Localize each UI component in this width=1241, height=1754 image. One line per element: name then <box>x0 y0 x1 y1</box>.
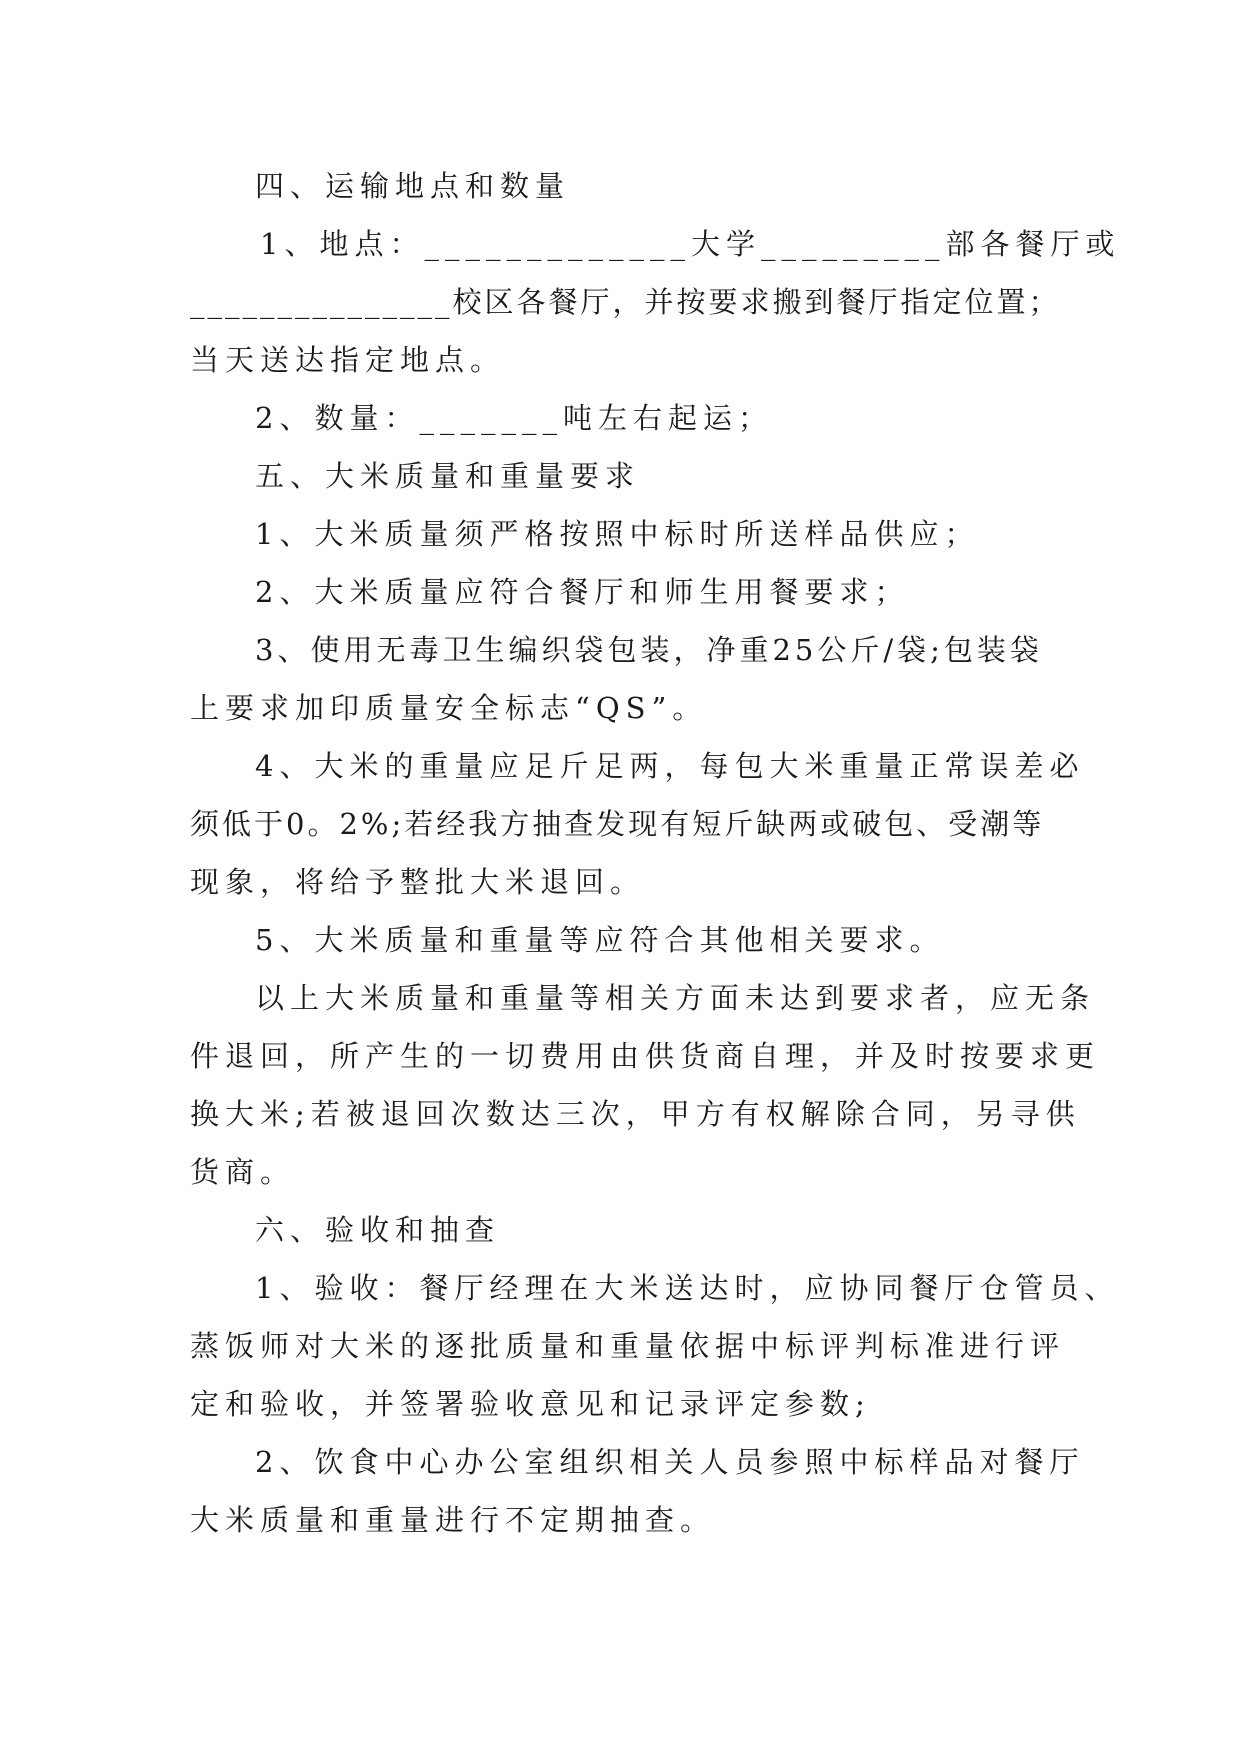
paragraph-line: 货商。 <box>190 1155 296 1189</box>
paragraph-line: 上要求加印质量安全标志“QS”。 <box>190 691 708 725</box>
section-heading-4: 四、运输地点和数量 <box>255 169 571 203</box>
paragraph-line: 换大米;若被退回次数达三次，甲方有权解除合同，另寻供 <box>190 1097 1081 1131</box>
paragraph-line: 定和验收，并签署验收意见和记录评定参数; <box>190 1387 871 1421</box>
paragraph-line: 以上大米质量和重量等相关方面未达到要求者，应无条 <box>255 981 1096 1015</box>
paragraph-line: 须低于0。2%;若经我方抽查发现有短斤缺两或破包、受潮等 <box>190 807 1045 841</box>
paragraph-line: 5、大米质量和重量等应符合其他相关要求。 <box>255 923 945 957</box>
section-heading-6: 六、验收和抽查 <box>255 1213 501 1247</box>
paragraph-line: 件退回，所产生的一切费用由供货商自理，并及时按要求更 <box>190 1039 1101 1073</box>
paragraph-line: 2、数量：_______吨左右起运； <box>255 401 773 435</box>
paragraph-line: 当天送达指定地点。 <box>190 343 506 377</box>
paragraph-line: 大米质量和重量进行不定期抽查。 <box>190 1503 716 1537</box>
paragraph-line: 现象，将给予整批大米退回。 <box>190 865 646 899</box>
paragraph-line: 1、大米质量须严格按照中标时所送样品供应； <box>255 517 980 551</box>
paragraph-line: 蒸饭师对大米的逐批质量和重量依据中标评判标准进行评 <box>190 1329 1066 1363</box>
section-heading-5: 五、大米质量和重量要求 <box>255 459 641 493</box>
paragraph-line: 1、地点：_____________大学_________部各餐厅或 <box>260 227 1121 261</box>
paragraph-line: 2、饮食中心办公室组织相关人员参照中标样品对餐厅 <box>255 1445 1085 1479</box>
paragraph-line: 2、大米质量应符合餐厅和师生用餐要求； <box>255 575 910 609</box>
paragraph-line: _______________校区各餐厅，并按要求搬到餐厅指定位置； <box>190 285 1061 319</box>
paragraph-line: 4、大米的重量应足斤足两，每包大米重量正常误差必 <box>255 749 1085 783</box>
paragraph-line: 3、使用无毒卫生编织袋包装，净重25公斤/袋;包装袋 <box>255 633 1043 667</box>
paragraph-line: 1、验收：餐厅经理在大米送达时，应协同餐厅仓管员、 <box>255 1271 1120 1305</box>
